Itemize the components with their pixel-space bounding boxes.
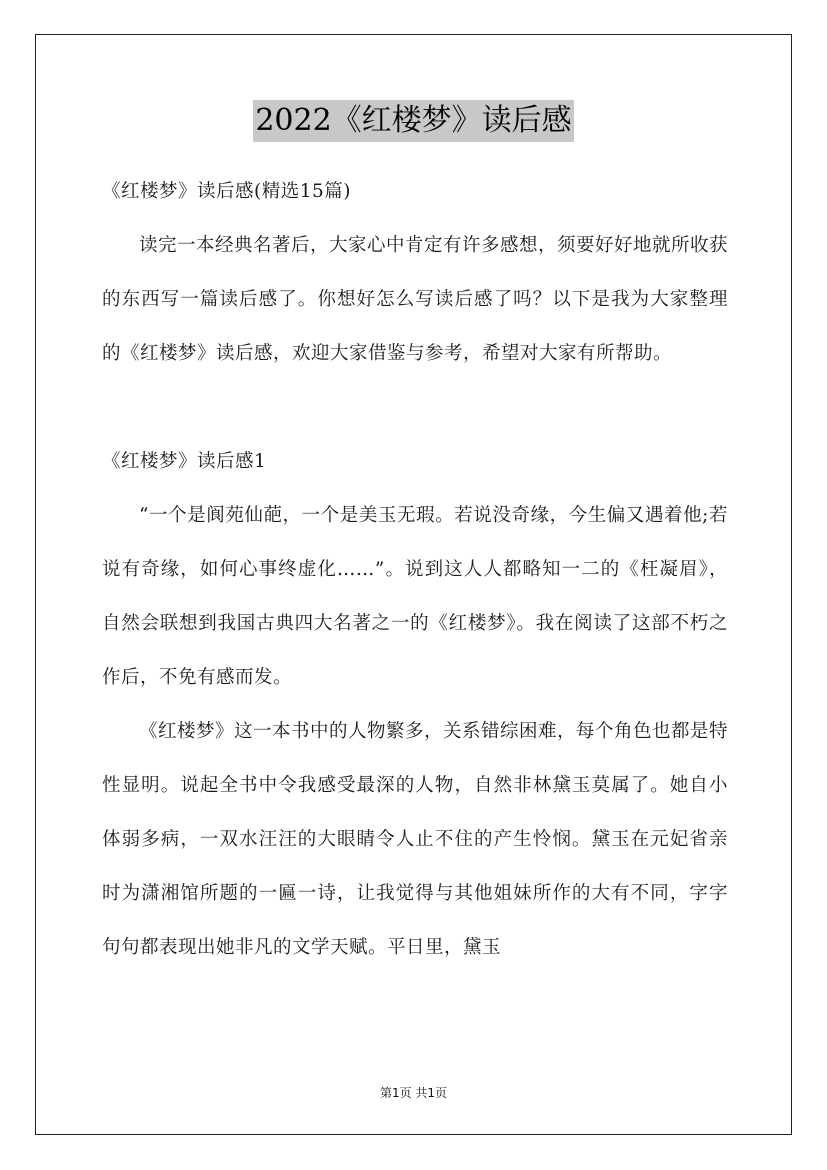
document-subtitle: 《红楼梦》读后感(精选15篇) <box>102 181 351 202</box>
section-gap <box>102 381 728 435</box>
document-body <box>102 165 728 975</box>
body-paragraph-2: 《红楼梦》这一本书中的人物繁多，关系错综困难，每个角色也都是特性显明。说起全书中令我感受最深的人物，自然非林黛玉莫属了。她自小体弱多病，一双水汪汪的大眼睛令人止不住的产生怜悯。黛玉在元妃省亲时为潇湘馆所题的一匾一诗，让我觉得与其他姐妹所作的大有不同，字字句句都表现出她非凡的文学天赋。平日里，黛玉 <box>102 721 729 958</box>
page-footer: 第1页 共1页 <box>379 1086 448 1100</box>
title-wrapper <box>0 100 827 142</box>
section-heading: 《红楼梦》读后感1 <box>102 451 267 472</box>
body-paragraph-1: “一个是阆苑仙葩，一个是美玉无瑕。若说没奇缘，今生偏又遇着他;若说有奇缘，如何心事终虚化……”。说到这人人都略知一二的《枉凝眉》，自然会联想到我国古典四大名著之一的《红楼梦》。我在阅读了这部不朽之作后，不免有感而发。 <box>102 505 728 688</box>
intro-paragraph: 读完一本经典名著后，大家心中肯定有许多感想，须要好好地就所收获的东西写一篇读后感了。你想好怎么写读后感了吗？以下是我为大家整理的《红楼梦》读后感，欢迎大家借鉴与参考，希望对大家有所帮助。 <box>102 235 729 364</box>
document-title: 2022《红楼梦》读后感 <box>253 100 573 142</box>
